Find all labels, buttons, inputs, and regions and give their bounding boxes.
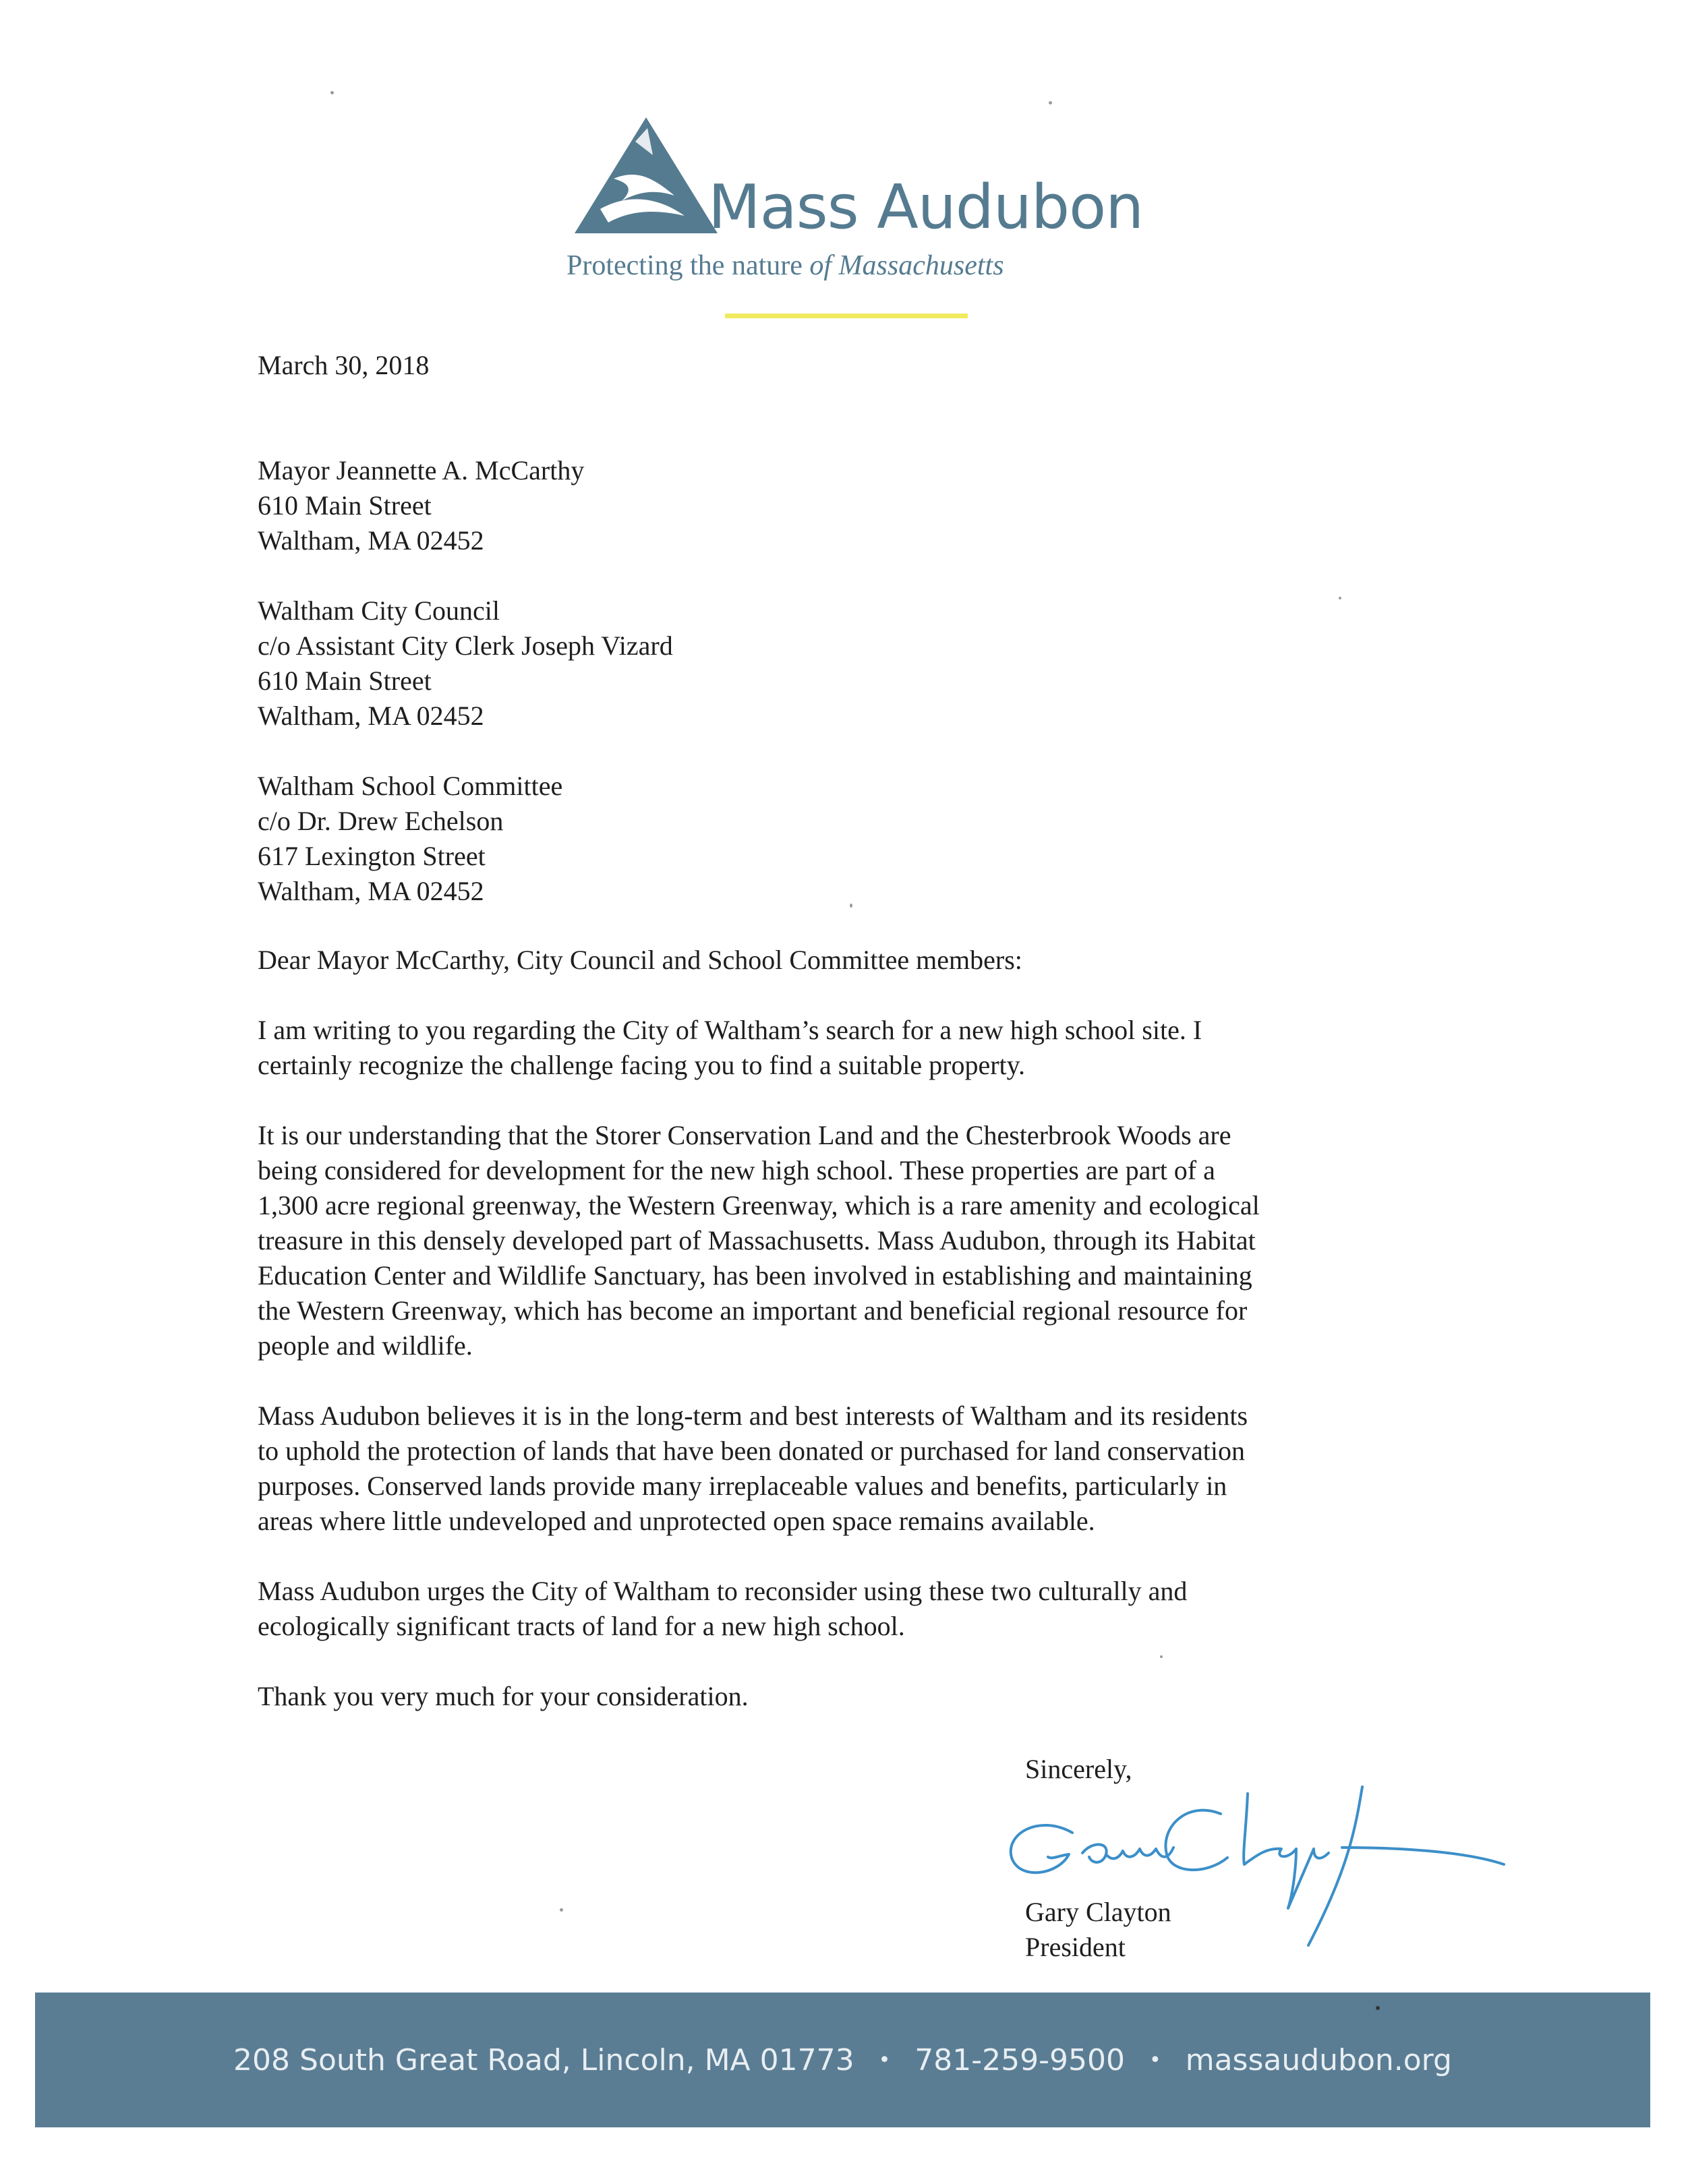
address-line: c/o Dr. Drew Echelson xyxy=(258,806,504,836)
address-line: Mayor Jeannette A. McCarthy xyxy=(258,455,585,485)
salutation: Dear Mayor McCarthy, City Council and School Committee members: xyxy=(258,945,1022,975)
paragraph-line: being considered for development for the new high school. These properties are part of a xyxy=(258,1155,1215,1185)
signer-name: Gary Clayton xyxy=(1025,1897,1171,1927)
mass-audubon-bird-logo-icon xyxy=(573,115,722,236)
body-paragraph xyxy=(258,1398,1248,1539)
letter-date: March 30, 2018 xyxy=(258,350,430,380)
scan-speck xyxy=(1339,597,1341,599)
recipient-address-block xyxy=(258,769,562,909)
signer-title: President xyxy=(1025,1932,1126,1962)
paragraph-line: ecologically significant tracts of land for a new high school. xyxy=(258,1611,905,1641)
address-line: Waltham, MA 02452 xyxy=(258,525,484,556)
paragraph-line: Thank you very much for your consideration. xyxy=(258,1681,749,1711)
paragraph-line: certainly recognize the challenge facing you to find a suitable property. xyxy=(258,1050,1026,1080)
paragraph-line: treasure in this densely developed part of Massachusetts. Mass Audubon, through its Habitat xyxy=(258,1225,1256,1256)
address-line: Waltham City Council xyxy=(258,595,500,626)
tagline-accent-line xyxy=(725,314,968,318)
closing: Sincerely, xyxy=(1025,1754,1132,1784)
paragraph-line: 1,300 acre regional greenway, the Western Greenway, which is a rare amenity and ecological xyxy=(258,1190,1260,1220)
address-line: 617 Lexington Street xyxy=(258,841,486,871)
body-paragraph xyxy=(258,1574,1187,1644)
body-paragraph xyxy=(258,1013,1202,1083)
recipient-address-block xyxy=(258,593,673,734)
paragraph-line: people and wildlife. xyxy=(258,1330,473,1361)
recipient-address-block xyxy=(258,453,584,558)
paragraph-line: the Western Greenway, which has become an important and beneficial regional resource for xyxy=(258,1295,1248,1326)
org-tagline: Protecting the nature of Massachusetts xyxy=(566,250,1004,281)
address-line: 610 Main Street xyxy=(258,490,432,521)
paragraph-line: Mass Audubon believes it is in the long-term and best interests of Waltham and its residents xyxy=(258,1400,1248,1431)
address-line: Waltham, MA 02452 xyxy=(258,701,484,731)
address-line: Waltham School Committee xyxy=(258,771,563,801)
scan-speck xyxy=(560,1908,563,1912)
scan-speck xyxy=(1049,101,1052,105)
scan-speck xyxy=(850,904,852,908)
footer-contact-band xyxy=(35,1993,1650,2127)
paragraph-line: Education Center and Wildlife Sanctuary, has been involved in establishing and maintaining xyxy=(258,1260,1252,1291)
footer-website: massaudubon.org xyxy=(1185,2042,1452,2077)
address-line: 610 Main Street xyxy=(258,666,432,696)
footer-separator: • xyxy=(878,2048,891,2072)
paragraph-line: purposes. Conserved lands provide many irreplaceable values and benefits, particularly in xyxy=(258,1471,1227,1501)
footer-address: 208 South Great Road, Lincoln, MA 01773 xyxy=(233,2042,854,2077)
org-name: Mass Audubon xyxy=(708,172,1144,243)
paragraph-line: to uphold the protection of lands that have been donated or purchased for land conservation xyxy=(258,1436,1245,1466)
footer-separator: • xyxy=(1149,2048,1161,2072)
footer-phone: 781-259-9500 xyxy=(914,2042,1125,2077)
signer-block xyxy=(1025,1895,1171,1965)
paragraph-line: It is our understanding that the Storer Conservation Land and the Chesterbrook Woods are xyxy=(258,1120,1231,1150)
body-paragraph xyxy=(258,1118,1260,1363)
paragraph-line: Mass Audubon urges the City of Waltham to reconsider using these two culturally and xyxy=(258,1576,1188,1606)
paragraph-line: I am writing to you regarding the City of Waltham’s search for a new high school site. I xyxy=(258,1015,1202,1045)
body-paragraph xyxy=(258,1679,749,1714)
paragraph-line: areas where little undeveloped and unprotected open space remains available. xyxy=(258,1506,1095,1536)
scan-speck xyxy=(1376,2006,1380,2010)
address-line: c/o Assistant City Clerk Joseph Vizard xyxy=(258,630,673,661)
address-line: Waltham, MA 02452 xyxy=(258,876,484,906)
scan-speck xyxy=(330,91,334,94)
scan-speck xyxy=(1160,1655,1163,1658)
